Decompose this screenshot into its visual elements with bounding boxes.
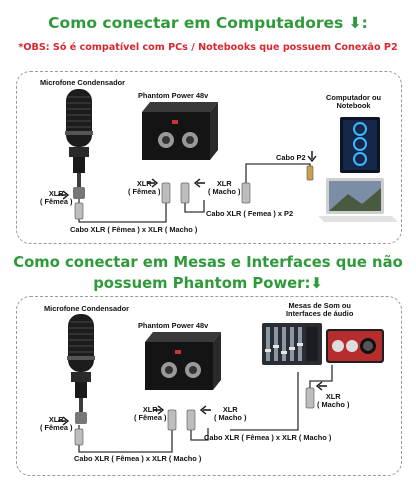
computer-label-line1: Computador ou [326, 93, 382, 102]
xlr-label: XLR [48, 415, 64, 424]
xlr-label: XLR [136, 179, 152, 188]
arrow-icon [317, 382, 327, 390]
mixer-label-line1: Mesas de Som ou [288, 301, 351, 310]
female-label: ( Fêmea ) [128, 186, 161, 196]
male-label: ( Macho ) [317, 399, 350, 409]
xlr-connector-3 [187, 410, 195, 430]
female-label: ( Fêmea ) [134, 412, 167, 422]
section2-title-line1: Como conectar em Mesas e Interfaces que não [13, 254, 403, 271]
mic-label: Microfone Condensador [40, 78, 125, 87]
xlr-xlr-cable-label-out: Cabo XLR ( Fêmea ) x XLR ( Macho ) [204, 433, 332, 442]
xlr-connector-4 [306, 388, 314, 408]
down-arrow-icon: ⬇ [310, 275, 323, 292]
xlr-label: XLR [48, 189, 64, 198]
xlr-female-label-mic [40, 416, 72, 432]
xlr-xlr-cable-label-in: Cabo XLR ( Fêmea ) x XLR ( Macho ) [74, 454, 202, 463]
female-label: ( Fêmea ) [40, 422, 73, 432]
xlr-p2-cable-label: Cabo XLR ( Femea ) x P2 [206, 209, 294, 218]
xlr-label: XLR [325, 392, 341, 401]
xlr-xlr-cable-label: Cabo XLR ( Fêmea ) x XLR ( Macho ) [70, 225, 198, 234]
female-label: ( Fêmea ) [40, 196, 73, 206]
male-label: ( Macho ) [208, 186, 241, 196]
xlr-male-label [214, 406, 246, 422]
xlr-connector-1 [75, 429, 83, 445]
mixer-label-line2: Interfaces de áudio [286, 308, 354, 318]
p2-cable-label: Cabo P2 [276, 153, 306, 162]
phantom-power-label: Phantom Power 48v [138, 91, 209, 100]
compatibility-note: *OBS: Só é compatível com PCs / Notebooks que possuem Conexão P2 [18, 42, 398, 53]
xlr-connector-2 [168, 410, 176, 430]
section2-title-line2: possuem Phantom Power: [93, 275, 311, 292]
xlr-label: XLR [216, 179, 232, 188]
xlr-male-label-mixer [317, 393, 349, 409]
section1-title-text: Como conectar em Computadores [48, 14, 344, 32]
mic-label: Microfone Condensador [44, 304, 129, 313]
male-label: ( Macho ) [214, 412, 247, 422]
arrow-icon [201, 406, 211, 414]
down-arrow-icon: ⬇: [348, 14, 368, 32]
xlr-female-label-phantom [134, 406, 166, 422]
computer-label-line2: Notebook [336, 100, 371, 110]
xlr-label: XLR [142, 405, 158, 414]
phantom-power-label: Phantom Power 48v [138, 321, 209, 330]
xlr-label: XLR [222, 405, 238, 414]
